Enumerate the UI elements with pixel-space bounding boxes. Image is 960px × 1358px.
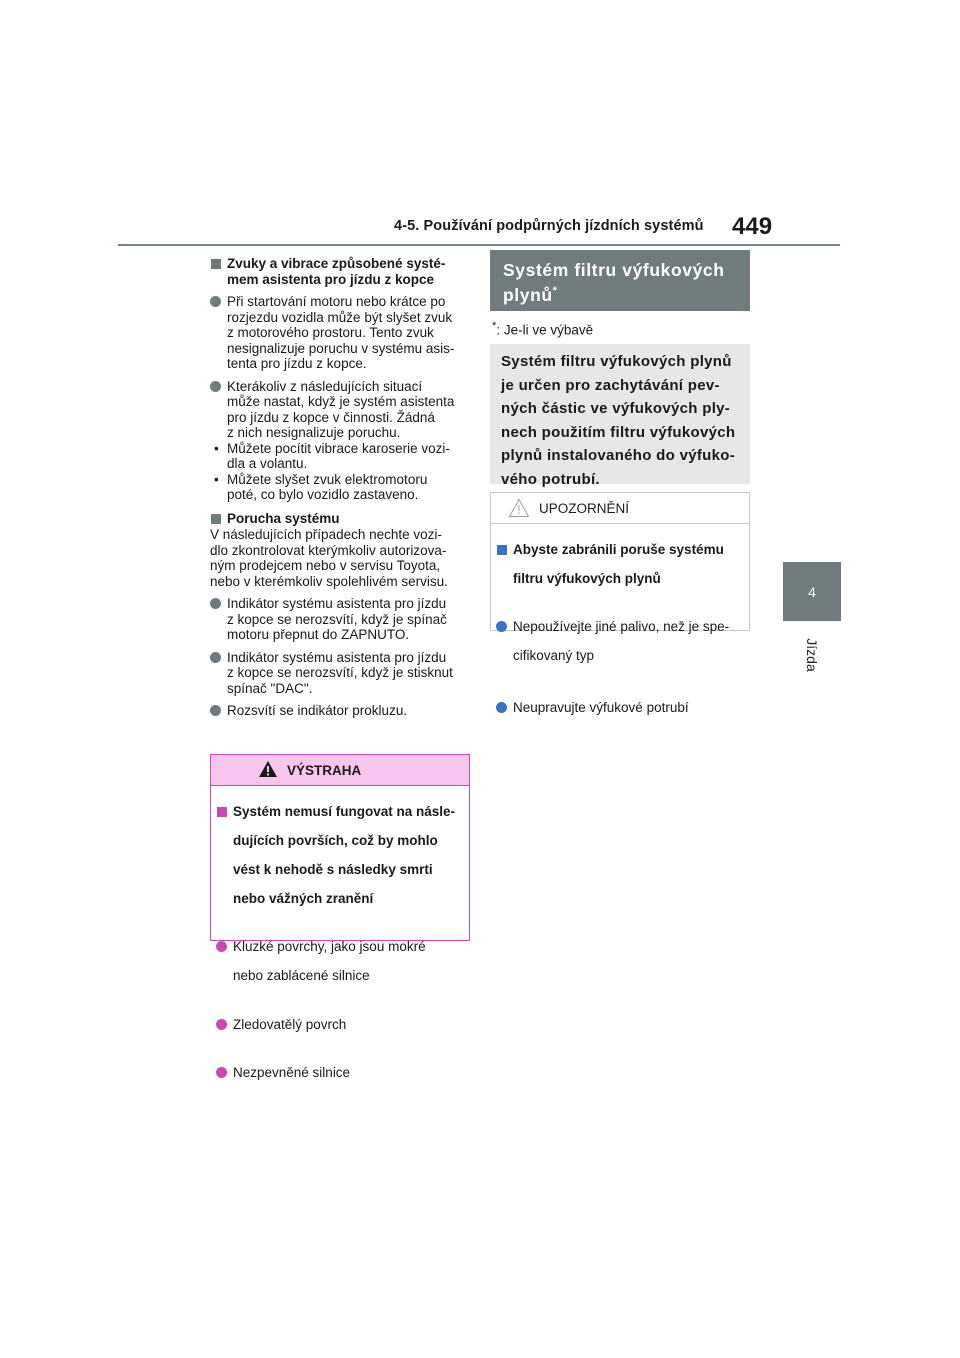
- page-header-title: 4-5. Používání podpůrných jízdních systémů: [394, 218, 704, 234]
- text-line: nebo v kterémkoliv spolehlivém servisu.: [210, 573, 448, 589]
- section-title: [490, 250, 750, 311]
- text-line: Systém filtru výfukových plynů: [501, 353, 732, 370]
- caution-heading: [496, 542, 744, 587]
- text-line: ným prodejcem nebo v servisu Toyota,: [210, 558, 441, 573]
- caution-body: [491, 524, 749, 715]
- text-line: z nich nesignalizuje poruchu.: [227, 425, 401, 440]
- header-divider: [118, 244, 840, 246]
- text-line: Můžete pocítit vibrace karoserie vozi-: [227, 440, 450, 456]
- list-item: [496, 700, 744, 716]
- asterisk-mark: *: [552, 285, 558, 298]
- section-title-line: [503, 285, 558, 306]
- list-item: [496, 619, 744, 664]
- list-item: [216, 939, 464, 984]
- bullet-dot-icon: [216, 1067, 227, 1078]
- text-line: ných částic ve výfukových ply-: [501, 400, 731, 417]
- text-line: nesignalizuje poruchu v systému asis-: [227, 340, 455, 356]
- text-line: z motorového prostoru. Tento zvuk: [227, 325, 434, 340]
- sound-heading-line: mem asistenta pro jízdu z kopce: [227, 271, 435, 287]
- sub-bullet-icon: •: [214, 471, 219, 487]
- chapter-number: 4: [808, 583, 816, 600]
- bullet-dot-icon: [210, 296, 221, 307]
- caution-label: UPOZORNĚNÍ: [539, 501, 630, 516]
- text-line: Při startování motoru nebo krátce po: [227, 294, 446, 309]
- warning-heading: [216, 804, 464, 907]
- bullet-dot-icon: [210, 705, 221, 716]
- text-line: V následujících případech nechte vozi-: [210, 527, 442, 542]
- heading-text: Porucha systému: [227, 510, 340, 526]
- bullet-dot-icon: [210, 652, 221, 663]
- intro-text: [501, 350, 745, 491]
- text-line: vést k nehodě s následky smrti: [233, 861, 433, 877]
- text-line: z kopce se nerozsvítí, když je spínač: [227, 611, 447, 627]
- text-line: Nezpevněné silnice: [233, 1065, 351, 1080]
- text-line: Nepoužívejte jiné palivo, než je spe-: [513, 619, 730, 634]
- list-item: [210, 703, 472, 719]
- text-line: může nastat, když je systém asistenta: [227, 394, 455, 409]
- sub-bullet-icon: •: [214, 440, 219, 456]
- text-line: Zledovatělý povrch: [233, 1016, 347, 1032]
- text-line: pro jízdu z kopce v činnosti. Žádná: [227, 409, 435, 425]
- bullet-dot-icon: [496, 621, 507, 632]
- malfunction-heading: [210, 511, 472, 527]
- section-title-line: Systém filtru výfukových: [503, 260, 725, 280]
- caution-triangle-icon: [508, 498, 530, 518]
- warning-triangle-icon: [258, 760, 278, 778]
- list-item: [216, 1065, 464, 1081]
- text-line: dujících površích, což by mohlo: [233, 832, 438, 848]
- chapter-tab: [783, 562, 841, 621]
- text-line: Systém nemusí fungovat na násle-: [233, 803, 456, 819]
- malfunction-paragraph: [210, 527, 472, 589]
- text-line: z kopce se nerozsvítí, když je stisknut: [227, 665, 453, 680]
- text-line: poté, co bylo vozidlo zastaveno.: [227, 487, 419, 502]
- text-line: Neupravujte výfukové potrubí: [513, 699, 689, 715]
- warning-body: [211, 786, 469, 1081]
- sub-list-item: [210, 472, 472, 503]
- text-line: Abyste zabránili poruše systému: [513, 541, 724, 557]
- bullet-dot-icon: [216, 1019, 227, 1030]
- left-column: [210, 256, 472, 719]
- bullet-dot-icon: [210, 598, 221, 609]
- text-line: dlo zkontrolovat kterýmkoliv autorizova-: [210, 542, 447, 558]
- text-line: cifikovaný typ: [513, 648, 595, 663]
- warning-box: [210, 754, 470, 1080]
- text-line: Můžete slyšet zvuk elektromotoru: [227, 471, 428, 487]
- page-number: 449: [732, 213, 773, 240]
- text-line: Kterákoliv z následujících situací: [227, 378, 423, 394]
- bullet-dot-icon: [210, 381, 221, 392]
- list-item: [216, 1017, 464, 1033]
- text-line: vého potrubí.: [501, 470, 600, 488]
- footnote-text: : Je-li ve výbavě: [496, 322, 594, 338]
- footnote: [492, 320, 593, 338]
- text-line: rozjezdu vozidla může být slyšet zvuk: [227, 309, 453, 325]
- caution-header: [491, 493, 749, 524]
- list-item: [210, 294, 472, 372]
- caution-box: [490, 492, 750, 715]
- warning-label: VÝSTRAHA: [287, 763, 362, 778]
- sound-heading-line: Zvuky a vibrace způsobené systé-: [227, 256, 446, 271]
- text-line: Indikátor systému asistenta pro jízdu: [227, 596, 447, 611]
- list-item: [210, 596, 472, 643]
- bullet-dot-icon: [496, 702, 507, 713]
- text-line: Indikátor systému asistenta pro jízdu: [227, 649, 447, 665]
- text-line: filtru výfukových plynů: [513, 570, 661, 586]
- text-line: je určen pro zachytávání pev-: [501, 376, 720, 394]
- list-item: [210, 379, 472, 441]
- footnote-mark: *: [492, 320, 497, 332]
- text-line: motoru přepnut do ZAPNUTO.: [227, 627, 410, 642]
- sub-list-item: [210, 441, 472, 472]
- text-line: nebo zablácené silnice: [233, 968, 370, 983]
- text-line: dla a volantu.: [227, 456, 308, 471]
- text-line: plynů instalovaného do výfuko-: [501, 447, 736, 464]
- section-title-text: plynů: [503, 285, 553, 305]
- sound-heading: [210, 256, 472, 287]
- text-line: Rozsvítí se indikátor prokluzu.: [227, 703, 408, 718]
- text-line: nebo vážných zranění: [233, 890, 374, 906]
- text-line: tenta pro jízdu z kopce.: [227, 356, 367, 371]
- intro-box: [490, 344, 750, 488]
- list-item: [210, 650, 472, 697]
- text-line: spínač "DAC".: [227, 680, 313, 696]
- warning-header: [211, 755, 469, 786]
- text-line: Kluzké povrchy, jako jsou mokré: [233, 939, 426, 954]
- chapter-name: [783, 630, 841, 680]
- text-line: nech použitím filtru výfukových: [501, 423, 736, 441]
- bullet-dot-icon: [216, 941, 227, 952]
- chapter-name-label: Jízda: [804, 638, 820, 672]
